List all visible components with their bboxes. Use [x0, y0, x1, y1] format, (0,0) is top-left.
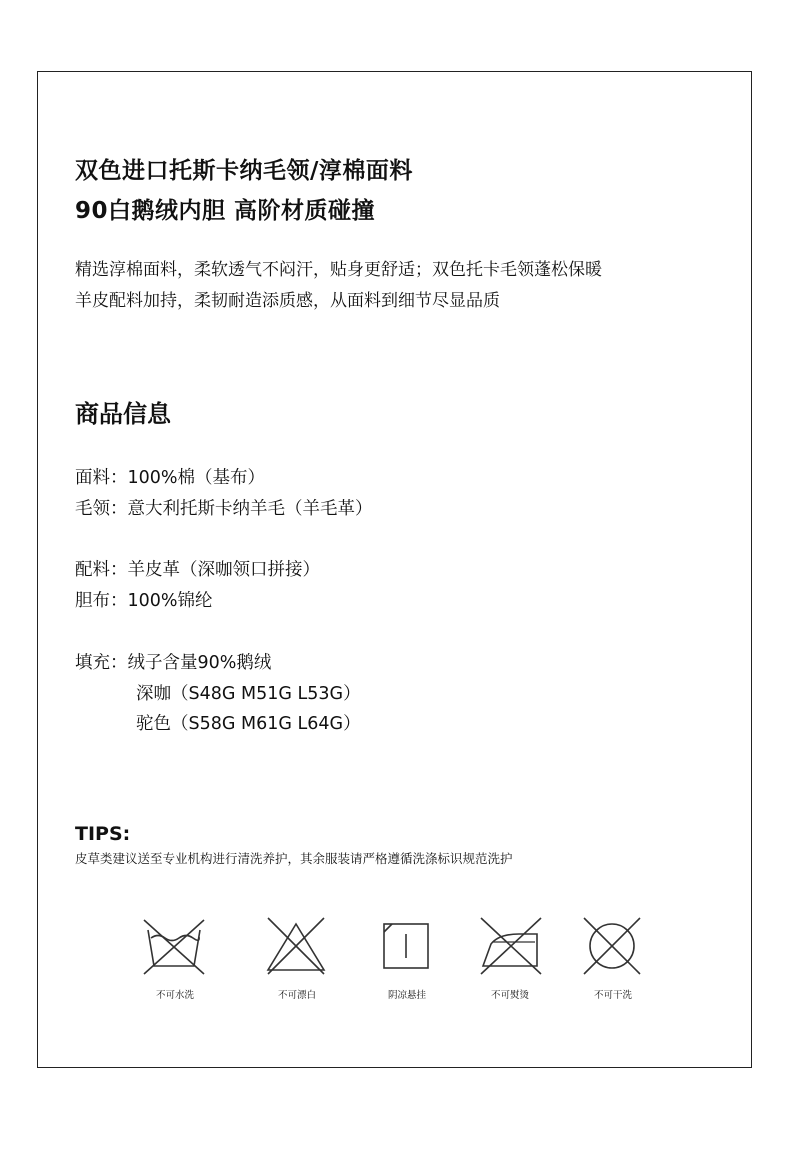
tips-title: TIPS: [75, 823, 131, 845]
care-label-no-wash: 不可水洗 [155, 990, 194, 1001]
no-dry-clean-icon [580, 916, 644, 976]
spec-trim: 配料：羊皮革（深咖领口拼接） [75, 560, 320, 580]
spec-fabric: 面料：100%棉（基布） [75, 468, 266, 488]
care-label-drip-dry: 阴凉悬挂 [387, 990, 426, 1001]
spec-collar: 毛领：意大利托斯卡纳羊毛（羊毛革） [75, 499, 373, 519]
spec-lining: 胆布：100%锦纶 [75, 591, 213, 611]
no-iron-icon [479, 916, 543, 976]
headline-line-2: 90白鹅绒内胆 高阶材质碰撞 [75, 198, 376, 224]
spec-filling: 填充：绒子含量90%鹅绒 [75, 653, 272, 673]
care-label-no-bleach: 不可漂白 [277, 990, 316, 1001]
tips-text: 皮草类建议送至专业机构进行清洗养护，其余服装请严格遵循洗涤标识规范洗护 [75, 851, 513, 866]
drip-dry-shade-icon [376, 916, 440, 976]
care-label-no-dry-clean: 不可干洗 [593, 990, 632, 1001]
headline-line-1: 双色进口托斯卡纳毛领/淳棉面料 [75, 158, 413, 184]
intro-line-2: 羊皮配料加持，柔韧耐造添质感，从面料到细节尽显品质 [75, 291, 500, 311]
no-bleach-icon [264, 916, 328, 976]
section-title: 商品信息 [75, 400, 171, 428]
spec-dark-coffee: 深咖（S48G M51G L53G） [136, 684, 361, 704]
no-wash-icon [142, 916, 206, 976]
spec-camel: 驼色（S58G M61G L64G） [136, 714, 361, 734]
care-label-no-iron: 不可熨烫 [490, 990, 529, 1001]
intro-line-1: 精选淳棉面料，柔软透气不闷汗，贴身更舒适；双色托卡毛领蓬松保暖 [75, 260, 602, 280]
